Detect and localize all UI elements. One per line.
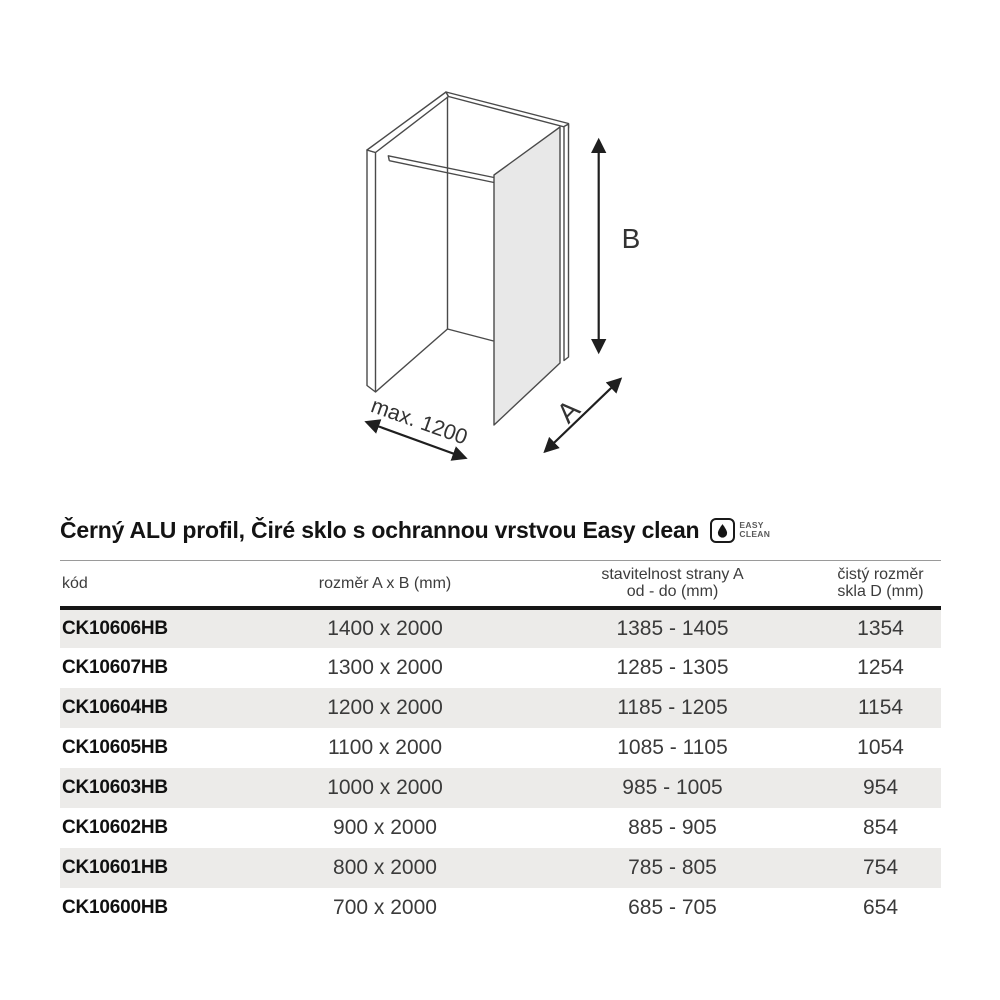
- table-row: [60, 808, 941, 848]
- size-cell: 1300 x 2000: [327, 655, 443, 679]
- adjust-range-cell: 785 - 805: [628, 855, 717, 879]
- easy-clean-line2: CLEAN: [739, 529, 771, 539]
- table-row: [60, 648, 941, 688]
- easy-clean-badge: [710, 518, 770, 543]
- glass-size-cell: 1154: [857, 695, 904, 719]
- adjust-range-cell: 885 - 905: [628, 815, 717, 839]
- easy-clean-badge-text: [739, 521, 770, 539]
- table-row: [60, 688, 941, 728]
- table-row: [60, 608, 941, 648]
- glass-size-cell: 654: [862, 895, 899, 919]
- size-cell: 1400 x 2000: [327, 616, 443, 640]
- col-header-size: rozměr A x B (mm): [318, 574, 452, 592]
- adjust-range-cell: 1085 - 1105: [617, 735, 728, 759]
- glass-size-cell: 954: [862, 775, 899, 799]
- table-row: [60, 848, 941, 888]
- col-header-adjustability-line2: od - do (mm): [626, 583, 719, 601]
- col-header-code: kód: [62, 574, 88, 592]
- product-code-cell: CK10602HB: [62, 816, 168, 838]
- easy-clean-badge-frame: [710, 518, 735, 543]
- spec-table: [60, 560, 941, 928]
- product-code-cell: CK10606HB: [62, 617, 168, 639]
- product-code-cell: CK10601HB: [62, 856, 168, 878]
- size-cell: 700 x 2000: [333, 895, 437, 919]
- col-header-glass-size-line2: skla D (mm): [837, 583, 924, 601]
- table-row: [60, 768, 941, 808]
- water-drop-icon: [714, 522, 731, 539]
- table-row: [60, 728, 941, 768]
- dimension-b-label: B: [621, 223, 641, 254]
- glass-size-cell: 854: [862, 815, 899, 839]
- product-code-cell: CK10605HB: [62, 736, 168, 758]
- adjust-range-cell: 685 - 705: [628, 895, 717, 919]
- col-header-adjustability: [525, 561, 820, 608]
- size-cell: 800 x 2000: [333, 855, 437, 879]
- adjust-range-cell: 985 - 1005: [622, 775, 723, 799]
- product-code-cell: CK10607HB: [62, 656, 168, 678]
- max-width-label: max. 1200: [368, 393, 471, 450]
- product-code-cell: CK10604HB: [62, 696, 168, 718]
- col-header-glass-size: [820, 561, 941, 608]
- adjust-range-cell: 1285 - 1305: [616, 655, 729, 679]
- col-header-glass-size-line1: čistý rozměr: [837, 566, 924, 584]
- section-title-row: [60, 511, 941, 549]
- spec-table-body: [60, 608, 941, 928]
- size-cell: 1100 x 2000: [327, 735, 443, 759]
- glass-size-cell: 1354: [857, 616, 904, 640]
- size-cell: 1200 x 2000: [327, 695, 443, 719]
- table-row: [60, 888, 941, 928]
- dimension-a-label: A: [550, 393, 586, 429]
- size-cell: 900 x 2000: [333, 815, 437, 839]
- easy-clean-line1: EASY: [739, 520, 764, 530]
- col-header-adjustability-line1: stavitelnost strany A: [601, 566, 744, 584]
- size-cell: 1000 x 2000: [327, 775, 443, 799]
- glass-size-cell: 1254: [857, 655, 904, 679]
- glass-size-cell: 1054: [857, 735, 904, 759]
- page-title: Černý ALU profil, Čiré sklo s ochrannou vrstvou Easy clean: [60, 516, 700, 543]
- glass-size-cell: 754: [862, 855, 899, 879]
- adjust-range-cell: 1385 - 1405: [616, 616, 729, 640]
- spec-table-header-row: [60, 561, 941, 608]
- glass-panel: [494, 127, 560, 425]
- product-code-cell: CK10600HB: [62, 896, 168, 918]
- product-code-cell: CK10603HB: [62, 776, 168, 798]
- adjust-range-cell: 1185 - 1205: [617, 695, 728, 719]
